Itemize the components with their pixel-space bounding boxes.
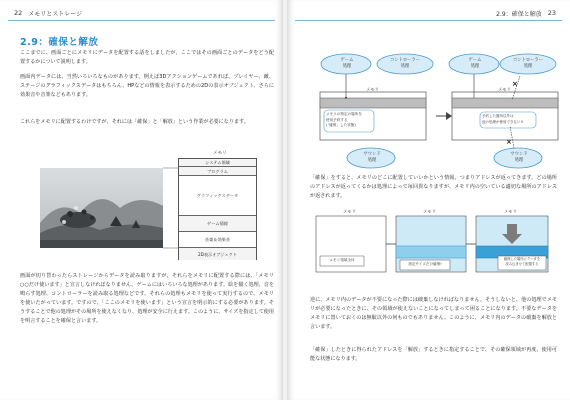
- label-game-process-right: ゲーム 処理: [468, 58, 482, 69]
- right-paragraph-1: 「確保」をすると、メモリのどこに配置していいかという情報、つまりアドレスが返ってきます。どの場所のアドレスが返ってくるかは処理によって毎回異なりますが、メモリ内の空いている適切な場所のアドレスが返されます。: [310, 175, 557, 199]
- fig2-memory-label-2: メモリ: [423, 210, 436, 215]
- deny-x-mark-top: ×: [512, 80, 518, 88]
- memory-row-audio: 音楽＆効果音: [179, 231, 256, 247]
- right-running-head: 2.9：確保と解放: [496, 10, 542, 18]
- left-page-number: 22: [14, 9, 23, 17]
- fig2-caption-3: 確保した場所にデータを 読み込ませて配置する: [503, 257, 541, 266]
- deny-x-mark-bottom: ×: [506, 138, 512, 146]
- label-controller-process-right: コントローラー 処理: [512, 58, 544, 69]
- memory-map-title: メモリ: [213, 151, 227, 156]
- label-controller-process-left: コントローラー 処理: [389, 58, 421, 69]
- memory-row-2d-objects: 2D表示オブジェクト: [179, 247, 256, 260]
- memory-row-program: プログラム: [179, 166, 256, 175]
- memory-row-game-info: ゲーム情報: [179, 215, 256, 231]
- fig2-caption-1: メモリ領域全体: [329, 258, 355, 262]
- memory-row-system: システム領域: [179, 159, 256, 166]
- label-sound-process-right: サウンド 処理: [510, 152, 528, 163]
- left-paragraph-4: 画面が切り替わったらストレージからデータを読み取りますが、それらをメモリに配置する際には、「メモリ○○だけ使います」と宣言しなければなりません。ゲームにはいろいろな処理があります。絵を描く処理、音を鳴らす処理、コントローラーを読み取る処理などです。それらの処理もメモリを使って実行するので、メモリを使いたがっています。ですので、「ここのメモリを使います」という宣言を明示的にする必要があります。そうすることで他の処理がその場所を使えなくなり、処理が安全に行えます。このように、サイズを指定して使用を明言することを確保と言います。: [20, 273, 274, 324]
- label-memory-left: メモリ: [366, 88, 379, 93]
- label-game-process-left: ゲーム 処理: [340, 58, 354, 69]
- right-paragraph-2: 逆に、メモリ内のデータが不要になった際には破棄しなければなりません。そうしないと、他の処理でメモリが必要になったときに、その領域が使えないことになってしまって困ることになります。不要なデータをメモリに置いておくのは無駄以外の何ものでもありません。このように、メモリ内のデータの破棄を解放と言います。: [310, 297, 557, 330]
- fig2-memory-label-1: メモリ: [343, 210, 356, 215]
- right-paragraph-3: 「確保」したときに得られたアドレスを「解放」するときに指定することで、その確保領域が再度、使用可能な状態になります。: [310, 347, 557, 362]
- fig2-caption-2: 指定サイズだけ確保!: [408, 262, 442, 266]
- label-sound-process-left: サウンド 処理: [363, 152, 381, 163]
- allocated-region-2: [396, 246, 466, 258]
- left-paragraph-1: ここまでに、画面ごとにメモリにデータを配置する話をしましたが、ここではその画面ごとのデータをどう配置するかについて説明します。: [20, 50, 274, 65]
- left-paragraph-2: 画面内データには、当然いろいろなものがあります。例えば3Dアクションゲームであれば、プレイヤー、敵、ステージのグラフィックスデータはもちろん、HPなどの情報を表示するための2Dの表示オブジェクト、さらに効果音や音楽などもあります。: [20, 74, 274, 98]
- right-page-number: 23: [547, 9, 556, 17]
- label-memory-right: メモリ: [498, 88, 511, 93]
- fig2-memory-label-3: メモリ: [504, 210, 517, 215]
- memory-row-graphics: グラフィックスデータ: [179, 175, 256, 215]
- left-running-head: メモリとストレージ: [28, 10, 83, 18]
- label-blocked-note-right: 予約した箇所以外は 他の処理が使用できない!!: [482, 114, 524, 124]
- label-reserve-note-left: メモリの特定の場所を 使用予約する (「確保」した状態): [326, 112, 362, 127]
- section-title: 2.9：確保と解放: [20, 37, 99, 48]
- left-paragraph-3: これらをメモリに配置するわけですが、それには「確保」と「解放」という作業が必要になります。: [20, 119, 249, 125]
